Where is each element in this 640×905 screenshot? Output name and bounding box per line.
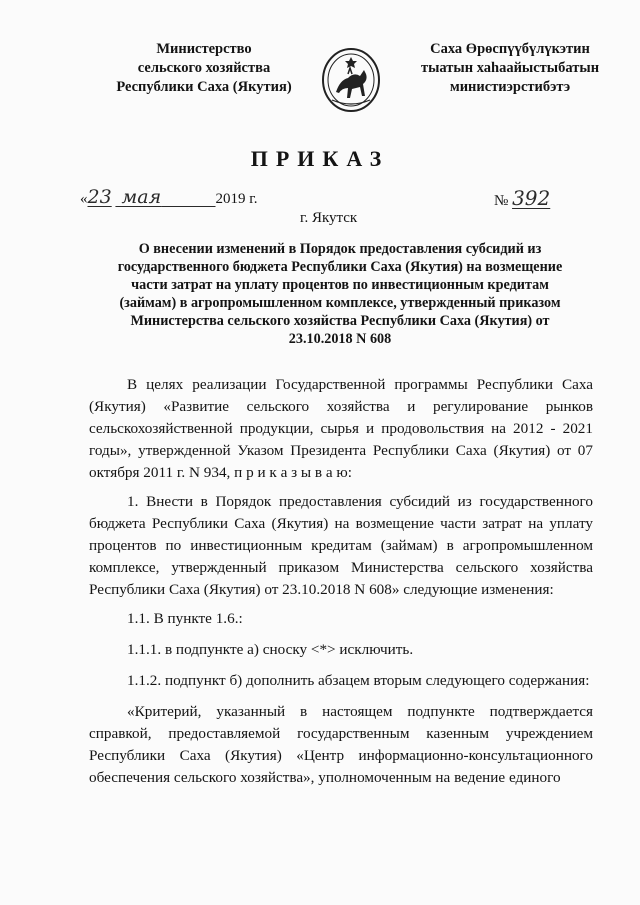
paragraph-item-1-1-2: 1.1.2. подпункт б) дополнить абзацем вторым следующего содержания:: [127, 672, 590, 689]
date-month: мая: [121, 186, 162, 208]
paragraph-item-1: 1. Внести в Порядок предоставления субсидий из государственного бюджета Республики Саха (Якутия) на возмещение части затрат на уплату процентов по инвестиционным кредитам (займам) в агропромышленном комплексе, утвержденный приказом Министерства сельского хозяйства Республики Саха (Якутия) от 23.10.2018 N 608» следующие изменения:: [89, 493, 593, 598]
paragraph-criterion: «Критерий, указанный в настоящем подпункте подтверждается справкой, предоставляемой государственным казенным учреждением Республики Саха (Якутия) «Центр информационно-консультационного обеспечения сельского хозяйства», уполномоченным на ведение единого: [89, 703, 593, 786]
paragraph-item-1-1: 1.1. В пункте 1.6.:: [127, 610, 243, 627]
order-date: [80, 186, 257, 208]
ministry-ru-line-3: Республики Саха (Якутия): [116, 79, 292, 95]
ministry-sakha-line-1: Саха Өрөспүүбүлүкэтин: [430, 41, 590, 57]
number-prefix: №: [494, 193, 509, 209]
city: г. Якутск: [300, 210, 358, 226]
ministry-name-ru: [104, 40, 304, 97]
date-day: 23: [87, 186, 112, 208]
order-number: [494, 186, 550, 210]
ministry-ru-line-1: Министерство: [156, 41, 252, 57]
ministry-name-sakha: [394, 40, 626, 97]
order-body: [89, 374, 593, 796]
coat-of-arms-icon: [318, 44, 384, 114]
ministry-ru-line-2: сельского хозяйства: [137, 60, 271, 76]
paragraph-item-1-1-1: 1.1.1. в подпункте а) сноску <*> исключить.: [127, 641, 414, 658]
order-subject: О внесении изменений в Порядок предоставления субсидий из государственного бюджета Республики Саха (Якутия) на возмещение части затрат на уплату процентов по инвестиционным кредитам (займам) в агропромышленном комплексе, утвержденный приказом Министерства сельского хозяйства Республики Саха (Якутия) от 23.10.2018 N 608: [117, 241, 563, 347]
paragraph-preamble: В целях реализации Государственной программы Республики Саха (Якутия) «Развитие сельского хозяйства и регулирование рынков сельскохозяйственной продукции, сырья и продовольствия на 2012 - 2021 годы», утвержденной Указом Президента Республики Саха (Якутия) от 07 октября 2011 г. N 934, п р и к а з ы в а ю:: [89, 376, 593, 481]
number-value: 392: [512, 186, 551, 210]
document-title: ПРИКАЗ: [250, 146, 390, 171]
date-open-quote: «: [80, 191, 88, 207]
ministry-sakha-line-3: министиэрстибэтэ: [449, 79, 571, 95]
ministry-sakha-line-2: тыатын хаһаайыстыбатын: [420, 60, 600, 76]
date-year: 2019 г.: [215, 191, 258, 207]
